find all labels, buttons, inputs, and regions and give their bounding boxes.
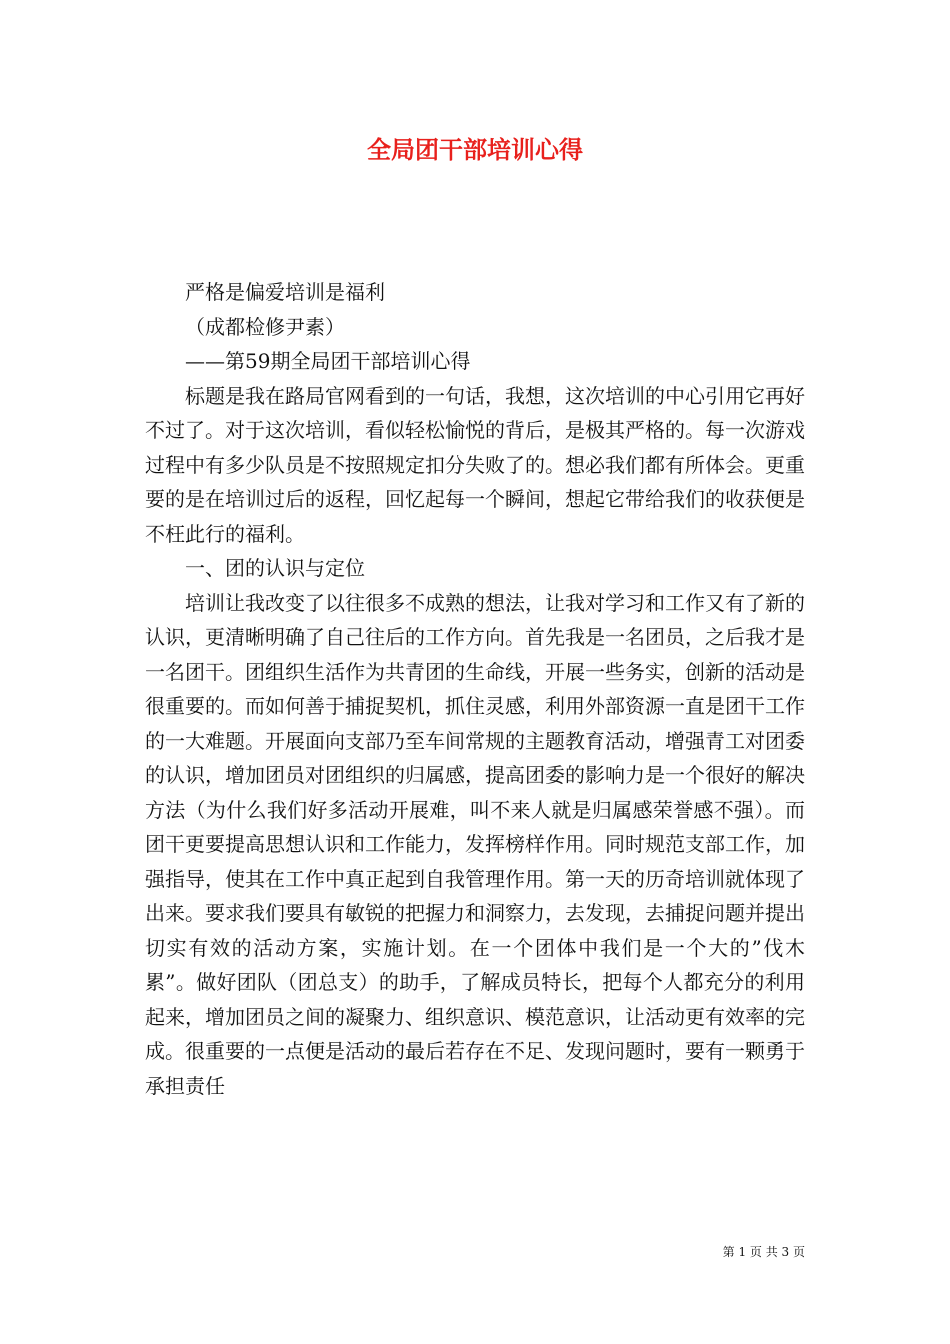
section-heading-1: 一、团的认识与定位 xyxy=(185,556,365,580)
paragraph-section-1: 培训让我改变了以往很多不成熟的想法，让我对学习和工作又有了新的认识，更清晰明确了自己往后的工作方向。首先我是一名团员，之后我才是一名团干。团组织生活作为共青团的生命线，开展一些务实，创新的活动是很重要的。而如何善于捕捉契机，抓住灵感，利用外部资源一直是团干工作的一大难题。开展面向支部乃至车间常规的主题教育活动，增强青工对团委的认识，增加团员对团组织的归属感，提高团委的影响力是一个很好的解决方法（为什么我们好多活动开展难，叫不来人就是归属感荣誉感不强）。而团干更要提高思想认识和工作能力，发挥榜样作用。同时规范支部工作，加强指导，使其在工作中真正起到自我管理作用。第一天的历奇培训就体现了出来。要求我们要具有敏锐的把握力和洞察力，去发现，去捕捉问题并提出切实有效的活动方案，实施计划。在一个团体中我们是一个大的”伐木累”。做好团队（团总支）的助手，了解成员特长，把每个人都充分的利用起来，增加团员之间的凝聚力、组织意识、模范意识，让活动更有效率的完成。很重要的一点便是活动的最后若存在不足、发现问题时，要有一颗勇于承担责任 xyxy=(145,590,805,1098)
author-line: （成都检修尹素） xyxy=(185,314,345,339)
subtitle-motto: 严格是偏爱培训是福利 xyxy=(185,280,385,304)
paragraph-intro: 标题是我在路局官网看到的一句话，我想，这次培训的中心引用它再好不过了。对于这次培训，看似轻松愉悦的背后，是极其严格的。每一次游戏过程中有多少队员是不按照规定扣分失败了的。想必我们都有所体会。更重要的是在培训过后的返程，回忆起每一个瞬间，想起它带给我们的收获便是不枉此行的福利。 xyxy=(145,383,805,546)
subtitle-dash: ——第59期全局团干部培训心得 xyxy=(185,349,471,373)
page-number: 第 1 页 共 3 页 xyxy=(722,1245,805,1259)
page-title: 全局团干部培训心得 xyxy=(367,135,583,164)
document-body xyxy=(145,275,805,1103)
